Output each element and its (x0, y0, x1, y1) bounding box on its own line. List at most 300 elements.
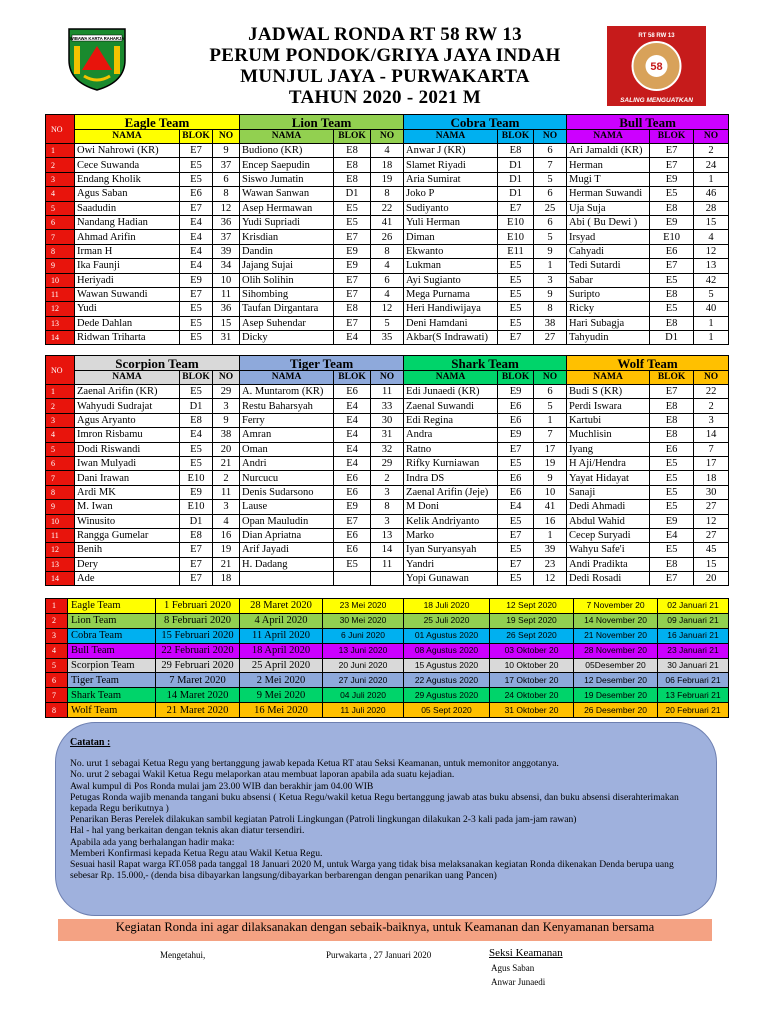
member-name: Cecep Suryadi (567, 528, 650, 542)
member-blok: E5 (498, 273, 534, 287)
column-header-row (46, 371, 729, 385)
no-column-header: NO (371, 130, 404, 144)
member-blok: E5 (498, 514, 534, 528)
member-blok: D1 (334, 187, 371, 201)
member-blok: E5 (650, 456, 694, 470)
team-name-header: Eagle Team (75, 115, 240, 130)
member-blok: E7 (498, 442, 534, 456)
member-name: Mugi T (567, 172, 650, 186)
member-name: Arif Jayadi (240, 543, 334, 557)
member-blok: E8 (650, 316, 694, 330)
member-name: Zaenal Arifin (Jeje) (404, 485, 498, 499)
member-house-number: 8 (371, 500, 404, 514)
member-house-number: 8 (371, 244, 404, 258)
row-number: 4 (46, 187, 75, 201)
member-blok: E4 (650, 528, 694, 542)
footer-seksi-keamanan: Seksi Keamanan (489, 947, 563, 959)
member-house-number: 15 (213, 316, 240, 330)
member-blok: E4 (334, 413, 371, 427)
rotation-date: 03 Oktober 20 (490, 643, 574, 658)
member-house-number: 3 (694, 413, 729, 427)
rotation-date: 15 Agustus 2020 (404, 658, 490, 673)
no-column-header: NO (371, 371, 404, 385)
member-house-number: 39 (534, 543, 567, 557)
member-blok: D1 (498, 158, 534, 172)
member-house-number: 11 (371, 557, 404, 571)
member-name: Mega Purnama (404, 287, 498, 301)
member-name: Owi Nahrowi (KR) (75, 144, 180, 158)
member-name: Opan Mauludin (240, 514, 334, 528)
row-number: 11 (46, 287, 75, 301)
member-house-number: 23 (534, 557, 567, 571)
note-line: Awal kumpul di Pos Ronda mulai jam 23.00 WIB dan berakhir jam 04.00 WIB (70, 780, 374, 792)
row-number: 10 (46, 273, 75, 287)
member-name: Muchlisin (567, 428, 650, 442)
rotation-number: 3 (46, 628, 68, 643)
rotation-date: 06 Februari 21 (658, 673, 729, 688)
rotation-date: 21 November 20 (574, 628, 658, 643)
rotation-row (46, 643, 729, 658)
member-blok: E6 (498, 399, 534, 413)
member-blok: E5 (498, 259, 534, 273)
member-blok: E5 (334, 201, 371, 215)
member-blok: E6 (334, 528, 371, 542)
member-blok: E5 (498, 456, 534, 470)
team-name-header: Scorpion Team (75, 356, 240, 371)
member-house-number: 37 (213, 158, 240, 172)
member-house-number: 27 (534, 331, 567, 345)
member-blok: E6 (650, 442, 694, 456)
member-house-number: 4 (371, 259, 404, 273)
member-house-number: 8 (371, 187, 404, 201)
member-blok: E9 (650, 514, 694, 528)
member-house-number: 12 (213, 201, 240, 215)
member-blok: E9 (180, 485, 213, 499)
member-name: Marko (404, 528, 498, 542)
member-house-number: 24 (694, 158, 729, 172)
member-house-number: 2 (371, 471, 404, 485)
member-name: Wahyudi Sudrajat (75, 399, 180, 413)
member-house-number: 8 (534, 302, 567, 316)
rotation-date: 21 Maret 2020 (156, 703, 240, 718)
member-name: Ratno (404, 442, 498, 456)
note-line: Hal - hal yang berkaitan dengan teknis akan diatur tersendiri. (70, 825, 305, 837)
note-line: Memberi Konfirmasi kepada Ketua Regu atau Wakil Ketua Regu. (70, 847, 323, 859)
member-name: Suripto (567, 287, 650, 301)
member-house-number: 12 (694, 514, 729, 528)
member-name: Yayat Hidayat (567, 471, 650, 485)
rotation-date: 7 November 20 (574, 599, 658, 614)
team-name-header: Cobra Team (404, 115, 567, 130)
member-name: Ahmad Arifin (75, 230, 180, 244)
rotation-team: Lion Team (68, 613, 156, 628)
rotation-date: 9 Mei 2020 (240, 688, 323, 703)
footer-mengetahui: Mengetahui, (160, 950, 206, 960)
member-name: Agus Saban (75, 187, 180, 201)
member-name: Indra DS (404, 471, 498, 485)
member-name: Sabar (567, 273, 650, 287)
rotation-date: 23 Januari 21 (658, 643, 729, 658)
member-blok: E6 (180, 187, 213, 201)
member-house-number: 11 (213, 287, 240, 301)
member-blok: E5 (650, 273, 694, 287)
row-number: 10 (46, 514, 75, 528)
team-name-header: Shark Team (404, 356, 567, 371)
rotation-date: 27 Juni 2020 (323, 673, 404, 688)
member-name: Heri Handiwijaya (404, 302, 498, 316)
member-row (46, 442, 729, 456)
member-name: Ridwan Triharta (75, 331, 180, 345)
member-row (46, 500, 729, 514)
member-name: Zaenal Arifin (KR) (75, 385, 180, 399)
rotation-date: 1 Februari 2020 (156, 599, 240, 614)
member-row (46, 302, 729, 316)
member-blok: E6 (498, 485, 534, 499)
member-row (46, 331, 729, 345)
member-name: Encep Saepudin (240, 158, 334, 172)
member-blok: E6 (498, 413, 534, 427)
member-house-number: 15 (694, 215, 729, 229)
member-blok: E6 (650, 244, 694, 258)
member-blok: D1 (498, 187, 534, 201)
row-number: 3 (46, 172, 75, 186)
rotation-team: Cobra Team (68, 628, 156, 643)
no-column-header: NO (213, 130, 240, 144)
rotation-date: 14 November 20 (574, 613, 658, 628)
member-house-number: 12 (371, 302, 404, 316)
member-row (46, 514, 729, 528)
member-name: Dede Dahlan (75, 316, 180, 330)
logo-right-bottom: SALING MENGUATKAN (620, 97, 693, 104)
member-house-number: 14 (371, 543, 404, 557)
member-house-number: 1 (534, 528, 567, 542)
member-blok: E7 (498, 331, 534, 345)
footer-signatory-2: Anwar Junaedi (491, 977, 546, 987)
row-number: 8 (46, 244, 75, 258)
member-house-number: 41 (371, 215, 404, 229)
member-name: Andri (240, 456, 334, 470)
rotation-date: 4 April 2020 (240, 613, 323, 628)
member-blok: E8 (334, 302, 371, 316)
member-name: Dian Apriatna (240, 528, 334, 542)
member-name: Cece Suwanda (75, 158, 180, 172)
member-house-number: 6 (534, 385, 567, 399)
member-house-number: 41 (534, 500, 567, 514)
member-house-number: 4 (371, 287, 404, 301)
member-blok: E7 (180, 144, 213, 158)
member-name: Irsyad (567, 230, 650, 244)
member-house-number: 21 (213, 456, 240, 470)
member-row (46, 471, 729, 485)
member-house-number: 7 (694, 442, 729, 456)
member-row (46, 528, 729, 542)
member-house-number: 14 (694, 428, 729, 442)
member-blok: E5 (334, 557, 371, 571)
member-blok: E6 (334, 543, 371, 557)
rotation-date: 16 Mei 2020 (240, 703, 323, 718)
member-blok: E5 (498, 316, 534, 330)
member-row (46, 428, 729, 442)
member-name: Andra (404, 428, 498, 442)
rotation-team: Shark Team (68, 688, 156, 703)
rotation-number: 2 (46, 613, 68, 628)
rotation-date: 19 Sept 2020 (490, 613, 574, 628)
rotation-date: 28 Maret 2020 (240, 599, 323, 614)
blok-header: BLOK (180, 371, 213, 385)
team-name-header: Wolf Team (567, 356, 729, 371)
member-name: Siswo Jumatin (240, 172, 334, 186)
member-house-number: 9 (534, 471, 567, 485)
member-house-number: 10 (213, 273, 240, 287)
member-blok: E7 (180, 557, 213, 571)
member-house-number: 5 (534, 172, 567, 186)
row-number: 6 (46, 215, 75, 229)
nama-header: NAMA (240, 371, 334, 385)
blok-header: BLOK (180, 130, 213, 144)
team-table-group-1 (45, 114, 729, 345)
rotation-date: 05 Sept 2020 (404, 703, 490, 718)
title-line-3: MUNJUL JAYA - PURWAKARTA (240, 66, 530, 87)
nama-header: NAMA (404, 130, 498, 144)
member-blok: D1 (180, 514, 213, 528)
member-name: Perdi Iswara (567, 399, 650, 413)
member-house-number: 36 (213, 215, 240, 229)
member-blok: E8 (498, 144, 534, 158)
rotation-date: 12 Sept 2020 (490, 599, 574, 614)
member-house-number: 19 (371, 172, 404, 186)
member-blok: E5 (180, 456, 213, 470)
rotation-date: 22 Agustus 2020 (404, 673, 490, 688)
blok-header: BLOK (498, 130, 534, 144)
title-line-4: TAHUN 2020 - 2021 M (288, 87, 482, 108)
rotation-date: 26 Desember 20 (574, 703, 658, 718)
member-name: Dandin (240, 244, 334, 258)
notes-box (55, 722, 717, 916)
member-name: Nandang Hadian (75, 215, 180, 229)
member-blok: D1 (180, 399, 213, 413)
row-number: 13 (46, 316, 75, 330)
no-header: NO (46, 356, 75, 385)
member-house-number: 30 (371, 413, 404, 427)
member-name: Zaenal Suwandi (404, 399, 498, 413)
member-house-number: 12 (534, 572, 567, 586)
member-row (46, 244, 729, 258)
member-name: Denis Sudarsono (240, 485, 334, 499)
member-name: Jajang Sujai (240, 259, 334, 273)
member-row (46, 485, 729, 499)
member-name: Ari Jamaldi (KR) (567, 144, 650, 158)
member-house-number: 45 (694, 543, 729, 557)
rotation-date: 29 Februari 2020 (156, 658, 240, 673)
member-blok: E7 (334, 230, 371, 244)
blok-header: BLOK (498, 371, 534, 385)
rotation-date: 16 Januari 21 (658, 628, 729, 643)
member-name: Dani Irawan (75, 471, 180, 485)
member-name: Ekwanto (404, 244, 498, 258)
member-blok: E8 (650, 413, 694, 427)
member-house-number: 7 (534, 428, 567, 442)
title-line-2: PERUM PONDOK/GRIYA JAYA INDAH (209, 45, 561, 66)
member-house-number: 27 (694, 528, 729, 542)
member-name: Sihombing (240, 287, 334, 301)
rotation-date: 25 Juli 2020 (404, 613, 490, 628)
member-name: Lukman (404, 259, 498, 273)
member-blok: E6 (334, 471, 371, 485)
member-blok: E7 (650, 385, 694, 399)
member-name: Wawan Sanwan (240, 187, 334, 201)
rotation-date: 20 Februari 21 (658, 703, 729, 718)
row-number: 12 (46, 302, 75, 316)
member-row (46, 230, 729, 244)
row-number: 5 (46, 442, 75, 456)
member-house-number: 19 (534, 456, 567, 470)
member-row (46, 287, 729, 301)
member-name: Benih (75, 543, 180, 557)
column-header-row (46, 130, 729, 144)
member-house-number: 3 (371, 485, 404, 499)
member-name: Ricky (567, 302, 650, 316)
member-house-number: 19 (213, 543, 240, 557)
member-blok: E9 (334, 500, 371, 514)
member-name: Ayi Sugianto (404, 273, 498, 287)
member-house-number: 21 (213, 557, 240, 571)
member-house-number: 22 (371, 201, 404, 215)
member-house-number: 18 (213, 572, 240, 586)
notes-list (70, 758, 702, 881)
member-row (46, 572, 729, 586)
member-house-number: 6 (371, 273, 404, 287)
member-blok: E7 (498, 557, 534, 571)
member-name: Andi Pradikta (567, 557, 650, 571)
team-name-header: Bull Team (567, 115, 729, 130)
member-blok: E5 (650, 500, 694, 514)
member-name: Tedi Sutardi (567, 259, 650, 273)
member-blok: D1 (650, 331, 694, 345)
logo-right-top: RT 58 RW 13 (638, 33, 675, 39)
member-house-number: 5 (694, 287, 729, 301)
rotation-date: 20 Juni 2020 (323, 658, 404, 673)
row-number: 9 (46, 500, 75, 514)
member-name: Wahyu Safe'i (567, 543, 650, 557)
row-number: 13 (46, 557, 75, 571)
logo-right-number: 58 (650, 61, 663, 73)
member-house-number: 9 (213, 413, 240, 427)
member-name: Nurcucu (240, 471, 334, 485)
team-header-row (46, 356, 729, 371)
member-house-number: 20 (694, 572, 729, 586)
member-house-number: 11 (371, 385, 404, 399)
member-house-number: 10 (534, 485, 567, 499)
rt-logo (607, 26, 706, 106)
rotation-number: 8 (46, 703, 68, 718)
member-house-number: 2 (694, 144, 729, 158)
member-blok: E7 (180, 201, 213, 215)
nama-header: NAMA (567, 130, 650, 144)
row-number: 5 (46, 201, 75, 215)
member-blok: E4 (334, 428, 371, 442)
member-name: Aria Sumirat (404, 172, 498, 186)
member-name: Yopi Gunawan (404, 572, 498, 586)
member-name: Taufan Dirgantara (240, 302, 334, 316)
rotation-row (46, 613, 729, 628)
member-house-number (371, 572, 404, 586)
team-table-group-2 (45, 355, 729, 586)
member-name: Iyang (567, 442, 650, 456)
rotation-date: 24 Oktober 20 (490, 688, 574, 703)
member-house-number: 40 (694, 302, 729, 316)
member-blok: E8 (650, 201, 694, 215)
member-house-number: 29 (213, 385, 240, 399)
member-house-number: 22 (694, 385, 729, 399)
member-house-number: 35 (371, 331, 404, 345)
member-blok: E7 (650, 144, 694, 158)
member-blok: E5 (180, 172, 213, 186)
row-number: 1 (46, 385, 75, 399)
member-blok: E8 (650, 557, 694, 571)
member-row (46, 201, 729, 215)
member-blok: E5 (650, 543, 694, 557)
rotation-date: 18 Juli 2020 (404, 599, 490, 614)
member-house-number: 29 (371, 456, 404, 470)
member-name: Iyan Suryansyah (404, 543, 498, 557)
footer-signatory-1: Agus Saban (491, 963, 535, 973)
rotation-date: 31 Oktober 20 (490, 703, 574, 718)
closing-banner: Kegiatan Ronda ini agar dilaksanakan dengan sebaik-baiknya, untuk Keamanan dan Kenyamanan bersama (58, 919, 712, 941)
member-blok: E7 (650, 572, 694, 586)
rotation-row (46, 599, 729, 614)
rotation-date: 10 Oktober 20 (490, 658, 574, 673)
regency-logo (66, 26, 128, 92)
member-house-number: 5 (534, 230, 567, 244)
member-row (46, 172, 729, 186)
member-blok: E9 (650, 215, 694, 229)
member-house-number: 18 (694, 471, 729, 485)
member-house-number: 25 (534, 201, 567, 215)
no-column-header: NO (534, 130, 567, 144)
member-blok: E4 (180, 259, 213, 273)
member-blok: E4 (334, 331, 371, 345)
member-row (46, 385, 729, 399)
member-name: Agus Aryanto (75, 413, 180, 427)
member-blok: E8 (334, 172, 371, 186)
member-blok: E7 (334, 287, 371, 301)
member-row (46, 158, 729, 172)
member-name: Sanaji (567, 485, 650, 499)
member-blok: E4 (180, 215, 213, 229)
member-blok: E8 (650, 399, 694, 413)
member-blok: E7 (334, 514, 371, 528)
member-blok: E10 (180, 471, 213, 485)
rotation-row (46, 688, 729, 703)
member-blok: E5 (650, 302, 694, 316)
member-blok: E8 (180, 413, 213, 427)
member-name (240, 572, 334, 586)
member-blok: E5 (180, 316, 213, 330)
rotation-date: 28 November 20 (574, 643, 658, 658)
member-name: Anwar J (KR) (404, 144, 498, 158)
member-house-number: 33 (371, 399, 404, 413)
member-blok: E5 (498, 287, 534, 301)
member-blok: E9 (180, 273, 213, 287)
member-name: Edi Junaedi (KR) (404, 385, 498, 399)
member-row (46, 259, 729, 273)
member-house-number: 11 (213, 485, 240, 499)
member-blok: E8 (334, 144, 371, 158)
member-house-number: 4 (213, 514, 240, 528)
rotation-date: 26 Sept 2020 (490, 628, 574, 643)
rotation-team: Tiger Team (68, 673, 156, 688)
member-house-number: 15 (694, 557, 729, 571)
